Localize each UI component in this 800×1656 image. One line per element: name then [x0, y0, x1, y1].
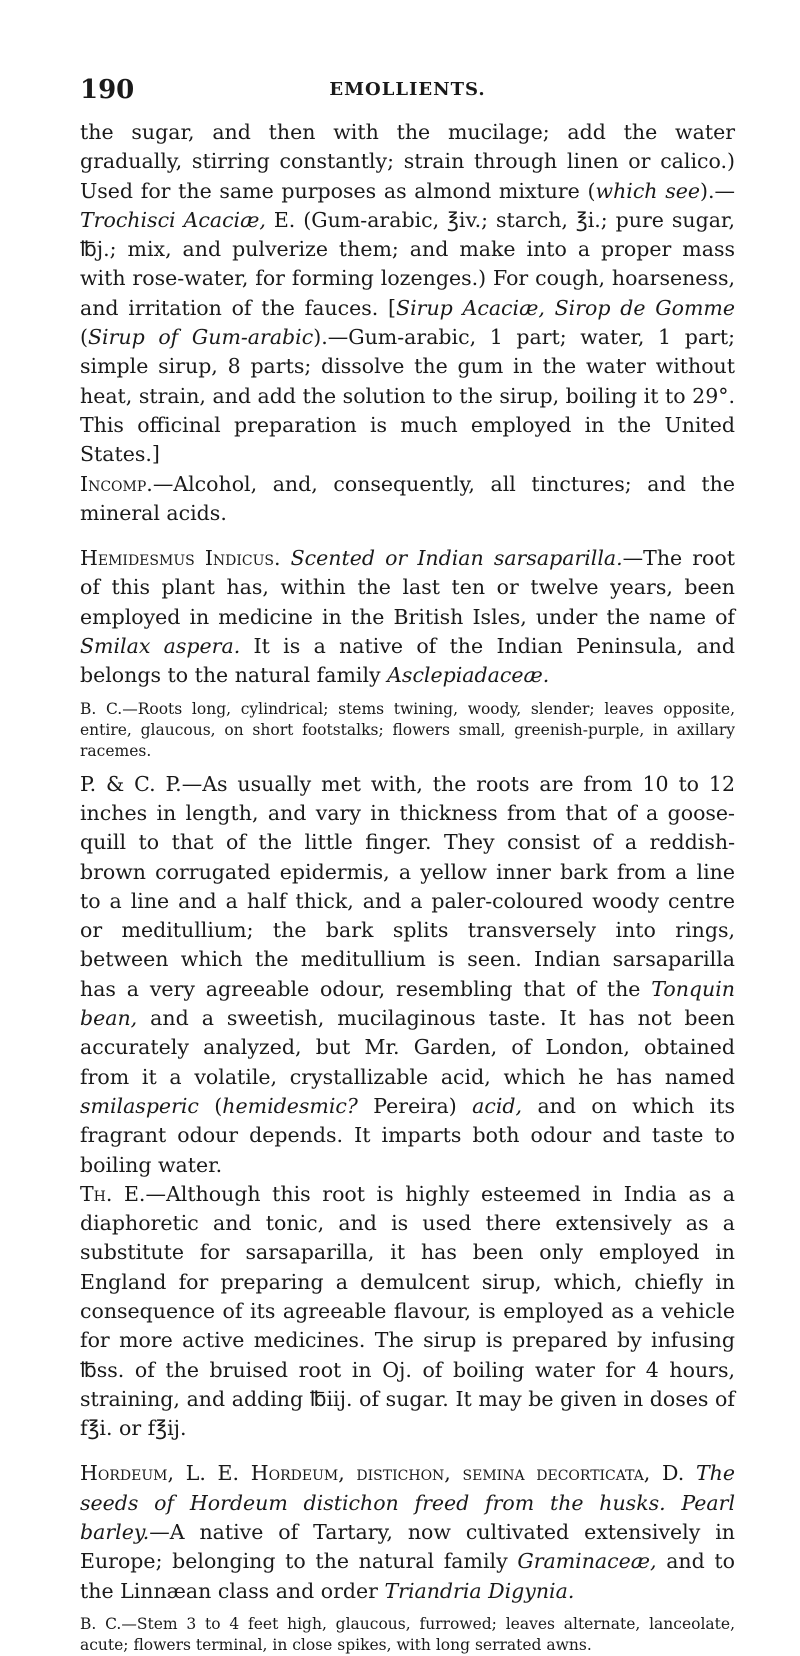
text-run: ( — [198, 1093, 223, 1118]
paragraph-incompatibles — [80, 470, 735, 529]
text-run: ).— — [699, 178, 735, 203]
text-run: Graminaceæ, — [517, 1549, 657, 1574]
text-run: Triandria Digynia. — [384, 1578, 575, 1603]
entry-hemidesmus — [80, 544, 735, 690]
text-run: hemidesmic? — [222, 1093, 358, 1118]
page-header — [80, 0, 735, 118]
page-number: 190 — [80, 75, 135, 105]
text-run: which see — [595, 178, 700, 203]
text-run: —Alcohol, and, consequently, all tinctures; and the mineral acids. — [80, 471, 735, 525]
text-run: Scented or Indian sarsaparilla. — [290, 546, 623, 571]
text-run: —Although this root is highly esteemed in India as a diaphoretic and tonic, and is used there extensively as a substitute for sarsaparilla, it has been only employed in England for preparing a demulcent sirup, which, chiefly in consequence of its agreeable flavour, is employed as a vehicle for more active medicines. The sirup is prepared by infusing ℔ss. of the bruised root in Oj. of boiling water for 4 hours, straining, and adding ℔iij. of sugar. It may be given in doses of f℥i. or f℥ij. — [80, 1181, 735, 1441]
text-run: Asclepiadaceæ. — [387, 663, 550, 688]
text-run: and on which its fragrant odour depends. It imparts both odour and taste to boiling water. — [80, 1093, 735, 1177]
text-run — [281, 546, 291, 570]
paragraph-acacia-continued — [80, 118, 735, 470]
paragraph-properties-hemidesmus — [80, 770, 735, 1180]
text-run: E. (Gum-arabic, ℥iv.; starch, ℥i.; pure sugar, ℔j.; mix, and pulverize them; and make into a proper mass with rose-water, for forming lozenges.) For cough, hoarseness, and irritation of the fauces. [ — [80, 207, 735, 320]
text-run — [684, 1461, 696, 1485]
text-run: and a sweetish, mucilaginous taste. It has not been accurately analyzed, but Mr. Garden, of London, obtained from it a volatile, crystallizable acid, which he has named — [80, 1006, 735, 1089]
text-run: P. & C. P.—As usually met with, the roots are from 10 to 12 inches in length, and vary in thickness from that of a goose-quill to that of the little finger. They consist of a reddish-brown corrugated epidermis, a yellow inner bark from a line to a line and a half thick, and a paler-coloured woody centre or meditullium; the bark splits transversely into rings, between which the meditullium is seen. Indian sarsaparilla has a very agreeable odour, resembling that of the — [80, 771, 735, 1001]
text-run: Pereira) — [357, 1093, 473, 1118]
text-run: The seeds of Hordeum distichon freed from the husks. Pearl barley. — [80, 1461, 735, 1545]
text-run: Tonquin bean, — [80, 976, 735, 1031]
section-label: Incomp. — [80, 471, 153, 496]
section-label: Th. E. — [80, 1181, 146, 1206]
text-run: Trochisci Acaciæ, — [80, 207, 266, 232]
text-run: —The root of this plant has, within the last ten or twelve years, been employed in medicine in the British Isles, under the name of — [80, 546, 735, 629]
text-run: acid, — [472, 1093, 523, 1118]
text-run: —A native of Tartary, now cultivated extensively in Europe; belonging to the natural family — [80, 1520, 735, 1574]
text-run: Smilax aspera. — [80, 634, 241, 659]
text-run: It is a native of the Indian Peninsula, and belongs to the natural family — [80, 634, 736, 688]
text-run: ).—Gum-arabic, 1 part; water, 1 part; simple sirup, 8 parts; dissolve the gum in the water without heat, strain, and add the solution to the sirup, boiling it to 29°. This officinal preparation is much employed in the United States.] — [80, 325, 735, 467]
text-run: and to the Linnæan class and order — [80, 1549, 735, 1603]
text-run: the sugar, and then with the mucilage; add the water gradually, stirring constantly; strain through linen or calico.) Used for the same purposes as almond mixture ( — [80, 120, 735, 203]
running-head: EMOLLIENTS. — [329, 79, 486, 100]
entry-hordeum — [80, 1459, 735, 1605]
botanical-characters-hordeum: B. C.—Stem 3 to 4 feet high, glaucous, furrowed; leaves alternate, lanceolate, acute; flowers terminal, in close spikes, with long serrated awns. — [80, 1614, 735, 1654]
text-run: smilasperic — [80, 1093, 199, 1118]
text-run: ( — [80, 325, 88, 350]
botanical-characters-hemidesmus: B. C.—Roots long, cylindrical; stems twining, woody, slender; leaves opposite, entire, glaucous, on short footstalks; flowers small, greenish-purple, in axillary racemes. — [80, 699, 735, 760]
text-run: Sirup Acaciæ, Sirop de Gomme — [396, 295, 736, 320]
entry-heading: Hemidesmus Indicus. — [80, 546, 281, 571]
entry-heading: Hordeum, L. E. Hordeum, distichon, semina decorticata, D. — [80, 1461, 685, 1486]
paragraph-therapeutics-hemidesmus — [80, 1180, 735, 1444]
text-run: Sirup of Gum-arabic — [88, 325, 314, 350]
